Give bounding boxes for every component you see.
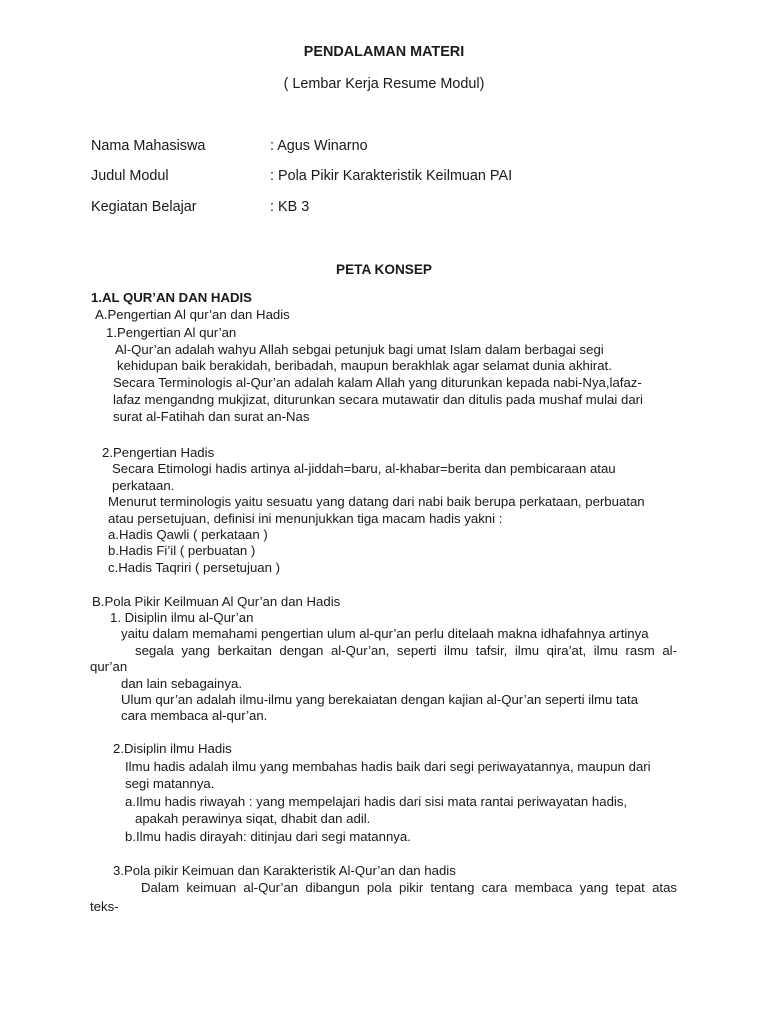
judul-value: : Pola Pikir Karakteristik Keilmuan PAI xyxy=(270,168,513,184)
list-item: a.Hadis Qawli ( perkataan ) xyxy=(108,527,268,542)
pengertian-hadis-heading: 2.Pengertian Hadis xyxy=(102,445,215,460)
paragraph-line: kehidupan baik berakidah, beribadah, maupun berakhlak agar selamat dunia akhirat. xyxy=(117,358,612,373)
list-item: b.Ilmu hadis dirayah: ditinjau dari segi matannya. xyxy=(125,829,411,844)
disiplin-quran-heading: 1. Disiplin ilmu al-Qur’an xyxy=(110,610,254,625)
paragraph-line: atau persetujuan, definisi ini menunjukkan tiga macam hadis yakni : xyxy=(108,511,503,526)
paragraph-line: dan lain sebagainya. xyxy=(121,676,242,691)
paragraph-line: apakah perawinya siqat, dhabit dan adil. xyxy=(135,811,371,826)
peta-konsep-heading: PETA KONSEP xyxy=(336,262,432,277)
paragraph-line: Dalam keimuan al-Qur’an dibangun pola pikir tentang cara membaca yang tepat atas xyxy=(141,880,677,895)
subsection-b-heading: B.Pola Pikir Keilmuan Al Qur’an dan Hadis xyxy=(92,594,341,609)
paragraph-line: lafaz mengandng mukjizat, diturunkan secara mutawatir dan ditulis pada mushaf mulai dari xyxy=(113,392,643,407)
paragraph-line: Secara Etimologi hadis artinya al-jiddah=baru, al-khabar=berita dan pembicaraan atau xyxy=(112,461,616,476)
kegiatan-value: : KB 3 xyxy=(270,199,310,215)
paragraph-line: teks- xyxy=(90,899,119,914)
list-item: c.Hadis Taqriri ( persetujuan ) xyxy=(108,560,280,575)
judul-label: Judul Modul xyxy=(91,168,169,184)
paragraph-line: surat al-Fatihah dan surat an-Nas xyxy=(113,409,310,424)
paragraph-line: perkataan. xyxy=(112,478,175,493)
nama-label: Nama Mahasiswa xyxy=(91,138,206,154)
kegiatan-label: Kegiatan Belajar xyxy=(91,199,197,215)
document-title: PENDALAMAN MATERI xyxy=(303,44,465,60)
paragraph-line: Menurut terminologis yaitu sesuatu yang datang dari nabi baik berupa perkataan, perbuatan xyxy=(108,494,645,509)
list-item: b.Hadis Fi’il ( perbuatan ) xyxy=(108,543,256,558)
nama-value: : Agus Winarno xyxy=(270,138,368,154)
pola-pikir-heading: 3.Pola pikir Keimuan dan Karakteristik Al-Qur’an dan hadis xyxy=(113,863,456,878)
paragraph-line: Secara Terminologis al-Qur’an adalah kalam Allah yang diturunkan kepada nabi-Nya,lafaz- xyxy=(113,375,642,390)
paragraph-line: Ulum qur’an adalah ilmu-ilmu yang berekaiatan dengan kajian al-Qur’an seperti ilmu tata xyxy=(121,692,639,707)
paragraph-line: segi matannya. xyxy=(125,776,215,791)
paragraph-line: Ilmu hadis adalah ilmu yang membahas hadis baik dari segi periwayatannya, maupun dari xyxy=(125,759,651,774)
document-subtitle: ( Lembar Kerja Resume Modul) xyxy=(283,76,485,92)
list-item: a.Ilmu hadis riwayah : yang mempelajari hadis dari sisi mata rantai periwayatan hadis, xyxy=(125,794,628,809)
paragraph-line: cara membaca al-qur’an. xyxy=(121,708,268,723)
pengertian-quran-heading: 1.Pengertian Al qur’an xyxy=(106,325,237,340)
paragraph-line: segala yang berkaitan dengan al-Qur’an, seperti ilmu tafsir, ilmu qira’at, ilmu rasm al- xyxy=(135,643,677,658)
section-heading: 1.AL QUR’AN DAN HADIS xyxy=(91,290,252,305)
paragraph-line: Al-Qur’an adalah wahyu Allah sebgai petunjuk bagi umat Islam dalam berbagai segi xyxy=(115,342,604,357)
subsection-a-heading: A.Pengertian Al qur’an dan Hadis xyxy=(95,307,290,322)
disiplin-hadis-heading: 2.Disiplin ilmu Hadis xyxy=(113,741,232,756)
paragraph-line: yaitu dalam memahami pengertian ulum al-qur’an perlu ditelaah makna idhafahnya artinya xyxy=(121,626,649,641)
paragraph-line: qur’an xyxy=(90,659,128,674)
